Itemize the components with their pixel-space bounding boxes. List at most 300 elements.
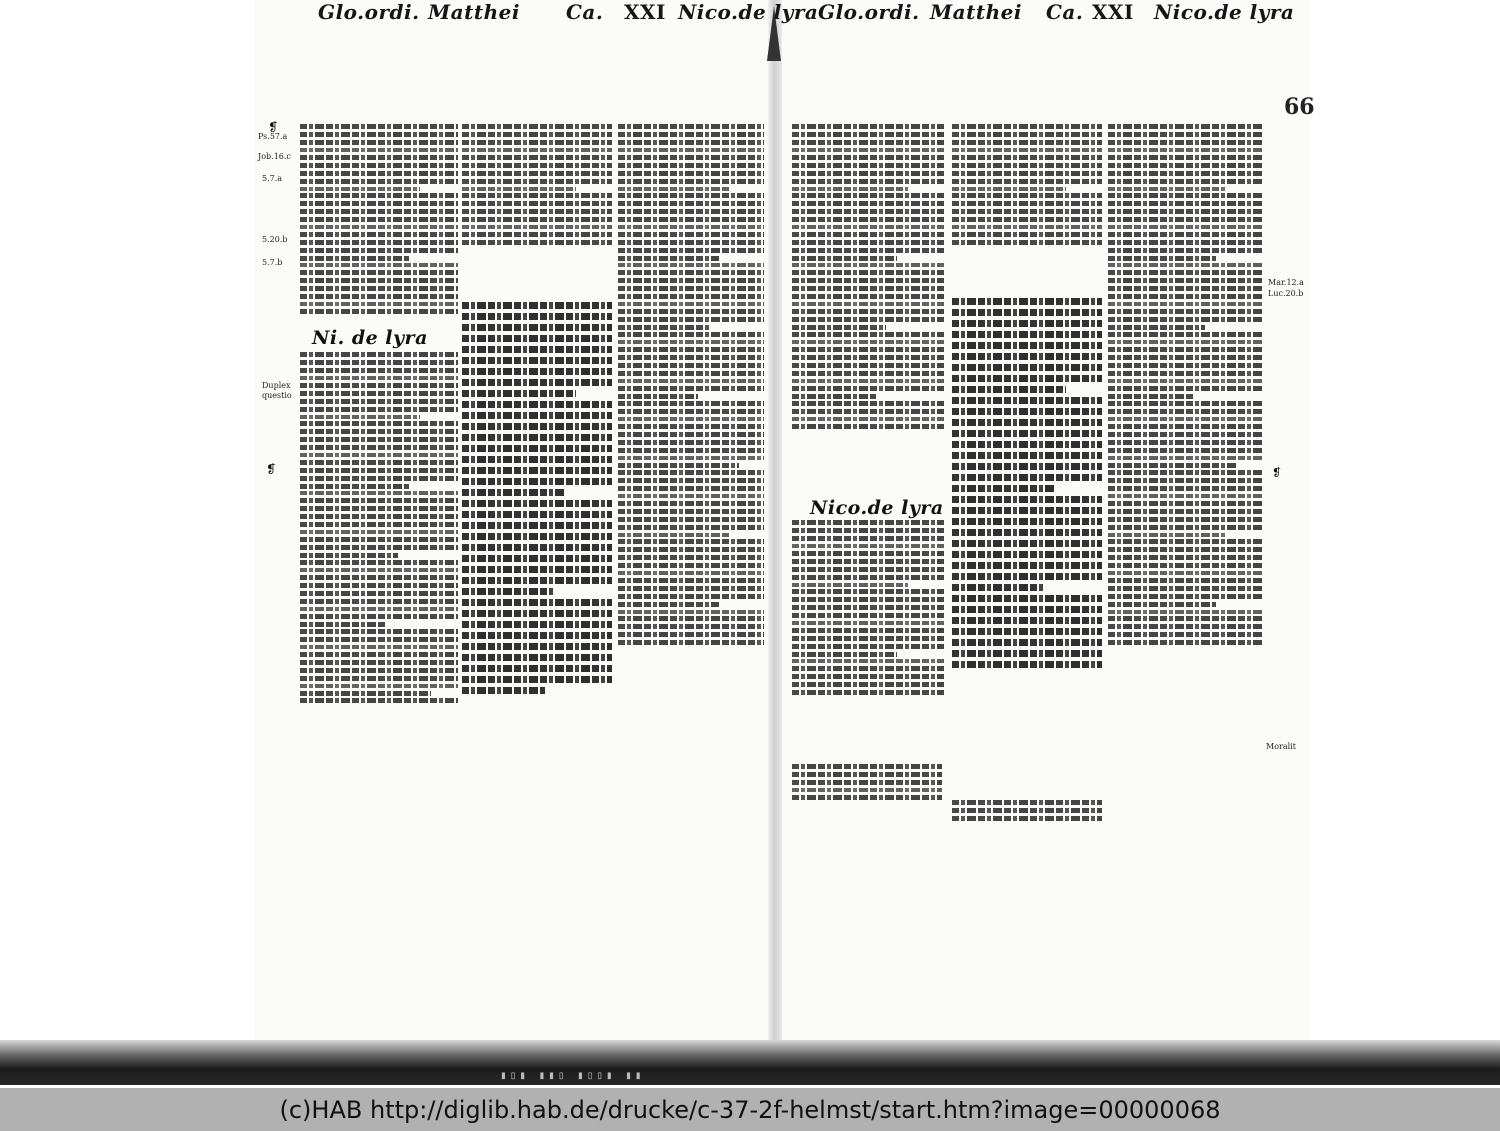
text-line xyxy=(462,357,612,364)
right-head-commentator: Nico.de lyra xyxy=(1154,0,1295,24)
text-line xyxy=(462,445,612,452)
text-line xyxy=(618,256,719,261)
text-line xyxy=(952,540,1102,547)
text-block xyxy=(300,124,458,313)
text-line xyxy=(300,684,458,688)
text-line xyxy=(618,517,764,522)
text-line xyxy=(952,808,1102,813)
text-line xyxy=(462,240,612,245)
right-lyra-column-end xyxy=(792,762,942,822)
text-line xyxy=(462,171,612,176)
text-line xyxy=(1108,124,1264,129)
text-block xyxy=(952,124,1102,244)
text-line xyxy=(462,209,612,214)
text-line xyxy=(462,179,612,184)
text-line xyxy=(300,148,458,152)
right-head-book: Matthei xyxy=(930,0,1022,24)
text-line xyxy=(618,294,764,299)
text-line xyxy=(462,610,612,617)
text-line xyxy=(462,555,612,562)
text-line xyxy=(618,424,764,429)
text-line xyxy=(1108,270,1264,275)
text-line xyxy=(300,140,458,145)
text-line xyxy=(1108,179,1264,184)
text-line xyxy=(300,522,458,527)
text-line xyxy=(952,606,1102,613)
text-line xyxy=(1108,486,1264,491)
text-line xyxy=(618,624,764,629)
text-block xyxy=(300,352,458,703)
text-line xyxy=(792,682,944,687)
text-line xyxy=(618,302,764,306)
text-line xyxy=(952,551,1102,558)
text-line xyxy=(618,525,764,530)
margin-note: 5.20.b xyxy=(262,235,288,244)
text-line xyxy=(462,335,612,342)
text-line xyxy=(1108,602,1216,607)
text-line xyxy=(462,566,612,573)
text-line xyxy=(618,347,764,352)
text-line xyxy=(952,179,1102,184)
text-line xyxy=(792,551,944,556)
text-line xyxy=(462,155,612,160)
text-line xyxy=(1108,547,1264,552)
text-line xyxy=(792,386,944,391)
text-line xyxy=(618,209,764,214)
text-line xyxy=(792,217,944,222)
text-line xyxy=(952,309,1102,316)
text-line xyxy=(952,375,1102,382)
text-line xyxy=(792,379,944,383)
text-line xyxy=(952,148,1102,152)
text-line xyxy=(618,309,764,314)
text-line xyxy=(462,654,612,661)
text-line xyxy=(1108,371,1264,376)
text-line xyxy=(952,628,1102,635)
text-line xyxy=(1108,509,1264,514)
text-line xyxy=(792,240,944,245)
text-line xyxy=(1108,578,1264,583)
text-line xyxy=(792,248,944,253)
attribution-footer xyxy=(0,1088,1500,1131)
text-line xyxy=(1108,632,1264,637)
text-line xyxy=(792,332,944,337)
text-line xyxy=(952,452,1102,459)
text-line xyxy=(300,209,458,214)
text-line xyxy=(300,668,458,673)
text-line xyxy=(952,650,1102,657)
text-line xyxy=(792,270,944,275)
text-line xyxy=(618,463,739,468)
text-line xyxy=(952,496,1102,503)
text-line xyxy=(952,171,1102,176)
text-line xyxy=(1108,332,1264,337)
text-line xyxy=(792,340,944,344)
text-line xyxy=(300,629,458,634)
text-line xyxy=(952,419,1102,426)
text-line xyxy=(300,155,458,160)
text-line xyxy=(618,586,764,591)
text-line xyxy=(618,486,764,491)
left-section-heading: Ni. de lyra xyxy=(312,327,428,349)
text-line xyxy=(300,645,458,649)
text-line xyxy=(952,353,1102,360)
text-line xyxy=(792,424,944,429)
text-line xyxy=(792,589,944,594)
text-line xyxy=(300,270,458,275)
left-head-commentator: Nico.de lyra xyxy=(678,0,819,24)
text-line xyxy=(1108,355,1264,360)
text-line xyxy=(792,148,944,152)
text-line xyxy=(300,376,458,380)
text-line xyxy=(462,346,612,353)
text-line xyxy=(1108,470,1264,475)
text-line xyxy=(300,217,458,222)
text-line xyxy=(1108,533,1227,537)
text-line xyxy=(462,217,612,222)
text-line xyxy=(462,665,612,672)
text-line xyxy=(300,391,458,396)
text-line xyxy=(618,179,764,184)
text-line xyxy=(1108,555,1264,560)
text-line xyxy=(1108,424,1264,429)
left-head-book: Matthei xyxy=(428,0,520,24)
text-line xyxy=(618,632,764,637)
text-line xyxy=(300,491,458,495)
text-line xyxy=(792,286,944,291)
text-line xyxy=(618,187,729,191)
text-line xyxy=(618,616,764,621)
text-block xyxy=(618,124,764,645)
text-line xyxy=(618,148,764,152)
text-line xyxy=(1108,140,1264,145)
text-line xyxy=(952,124,1102,129)
text-line xyxy=(1108,155,1264,160)
text-line xyxy=(1108,263,1264,267)
text-line xyxy=(300,514,458,519)
text-line xyxy=(462,201,612,206)
text-line xyxy=(462,124,612,129)
text-line xyxy=(618,547,764,552)
text-line xyxy=(952,397,1102,404)
text-line xyxy=(618,571,764,575)
text-line xyxy=(618,470,764,475)
text-line xyxy=(300,460,458,465)
text-line xyxy=(1108,386,1264,391)
text-line xyxy=(300,553,398,558)
text-line xyxy=(1108,409,1264,414)
text-line xyxy=(300,309,458,314)
text-line xyxy=(952,342,1102,349)
text-line xyxy=(462,401,612,408)
text-line xyxy=(1108,187,1227,191)
text-line xyxy=(1108,432,1264,437)
text-line xyxy=(300,530,458,534)
left-head-chapter: Ca. xyxy=(566,0,604,24)
text-line xyxy=(792,278,944,283)
text-line xyxy=(952,209,1102,214)
text-line xyxy=(792,772,942,777)
text-line xyxy=(300,421,458,426)
text-line xyxy=(300,407,458,412)
right-lyra-column xyxy=(792,518,944,758)
footer-url-text: (c)HAB http://diglib.hab.de/drucke/c-37-2f-helmst/start.htm?image=00000068 xyxy=(279,1095,1221,1124)
text-line xyxy=(952,217,1102,222)
text-line xyxy=(618,533,729,537)
text-line xyxy=(618,171,764,176)
text-line xyxy=(462,676,612,683)
text-line xyxy=(462,632,612,639)
text-line xyxy=(952,518,1102,525)
text-line xyxy=(1108,448,1264,453)
text-line xyxy=(792,559,944,564)
text-line xyxy=(792,263,944,267)
text-line xyxy=(618,501,764,506)
margin-note: Duplex questio xyxy=(262,381,292,400)
text-line xyxy=(792,225,944,229)
text-line xyxy=(300,193,458,198)
text-line xyxy=(1108,225,1264,229)
left-head-chapter-number: XXI xyxy=(624,0,666,24)
text-line xyxy=(618,193,764,198)
text-line xyxy=(952,474,1102,481)
text-line xyxy=(300,583,458,588)
margin-note: 5.7.b xyxy=(262,258,283,267)
text-line xyxy=(952,193,1102,198)
text-line xyxy=(618,248,764,253)
right-gloss-column-mid xyxy=(952,122,1102,290)
text-line xyxy=(792,317,944,322)
text-line xyxy=(952,430,1102,437)
text-line xyxy=(952,485,1056,492)
text-line xyxy=(952,201,1102,206)
text-line xyxy=(300,698,458,703)
text-line xyxy=(1108,232,1264,237)
text-line xyxy=(300,179,458,184)
text-line xyxy=(952,225,1102,229)
text-line xyxy=(300,225,458,229)
text-line xyxy=(952,240,1102,245)
text-line xyxy=(1108,456,1264,460)
text-line xyxy=(952,529,1102,536)
text-line xyxy=(952,562,1102,569)
text-line xyxy=(1108,594,1264,599)
text-line xyxy=(462,456,612,463)
text-block xyxy=(462,302,612,694)
text-line xyxy=(300,637,458,642)
text-line xyxy=(1108,256,1216,261)
text-line xyxy=(1108,201,1264,206)
text-line xyxy=(792,621,944,625)
text-line xyxy=(1108,463,1237,468)
text-line xyxy=(300,302,458,306)
left-gloss-column-right xyxy=(618,122,764,830)
text-line xyxy=(300,201,458,206)
text-line xyxy=(618,640,764,645)
text-line xyxy=(952,408,1102,415)
paragraph-mark: ❡ xyxy=(268,120,279,134)
text-line xyxy=(618,155,764,160)
text-line xyxy=(300,545,458,550)
text-block xyxy=(952,800,1102,821)
margin-note: Mar.12.a xyxy=(1268,278,1304,287)
left-lyra-column xyxy=(300,350,458,830)
text-line xyxy=(300,415,420,419)
text-line xyxy=(1108,317,1264,322)
text-line xyxy=(1108,440,1264,445)
text-line xyxy=(952,320,1102,327)
text-line xyxy=(952,507,1102,514)
text-line xyxy=(792,256,897,261)
text-line xyxy=(792,644,944,649)
text-line xyxy=(618,610,764,614)
text-line xyxy=(792,132,944,137)
text-line xyxy=(1108,624,1264,629)
text-line xyxy=(618,124,764,129)
text-line xyxy=(618,602,719,607)
text-line xyxy=(952,386,1066,393)
text-line xyxy=(300,476,458,481)
text-line xyxy=(1108,209,1264,214)
text-line xyxy=(462,478,612,485)
text-line xyxy=(462,544,612,551)
text-line xyxy=(300,368,458,373)
text-line xyxy=(1108,240,1264,245)
text-line xyxy=(462,148,612,152)
text-line xyxy=(300,660,458,665)
text-line xyxy=(300,676,458,681)
paragraph-mark: ❡ xyxy=(1272,466,1282,479)
text-line xyxy=(300,171,458,176)
text-line xyxy=(462,324,612,331)
text-line xyxy=(1108,501,1264,506)
text-line xyxy=(462,511,612,518)
text-line xyxy=(1108,517,1264,522)
mirrored-stamp-graphic: ▮▯▮ ▮▮▯ ▮▯▯▮ ▮▮ xyxy=(500,1070,645,1083)
text-line xyxy=(792,171,944,176)
text-line xyxy=(462,412,612,419)
text-line xyxy=(300,286,458,291)
text-line xyxy=(792,394,876,399)
text-line xyxy=(300,607,458,611)
text-line xyxy=(462,390,576,397)
text-line xyxy=(1108,563,1264,568)
text-block xyxy=(792,520,944,695)
text-line xyxy=(792,325,886,330)
text-line xyxy=(952,298,1102,305)
text-line xyxy=(618,417,764,421)
text-line xyxy=(792,528,944,533)
text-line xyxy=(792,417,944,421)
text-line xyxy=(462,489,566,496)
text-line xyxy=(792,179,944,184)
text-line xyxy=(1108,163,1264,168)
left-scripture-column xyxy=(462,298,612,832)
text-line xyxy=(952,800,1102,805)
text-line xyxy=(792,209,944,214)
text-line xyxy=(792,294,944,299)
text-line xyxy=(1108,217,1264,222)
text-line xyxy=(952,187,1066,191)
text-line xyxy=(618,163,764,168)
text-line xyxy=(618,539,764,544)
margin-note: Moralit xyxy=(1266,742,1296,751)
left-head-gloss: Glo.ordi. xyxy=(318,0,420,24)
scan-edge-shadow xyxy=(0,1040,1500,1085)
text-line xyxy=(1108,640,1264,645)
text-line xyxy=(952,331,1102,338)
text-line xyxy=(462,588,555,595)
text-line xyxy=(1108,401,1264,406)
text-line xyxy=(300,575,458,580)
text-line xyxy=(1108,363,1264,368)
text-line xyxy=(792,636,944,641)
text-line xyxy=(792,232,944,237)
text-line xyxy=(300,240,458,245)
text-line xyxy=(1108,286,1264,291)
text-line xyxy=(618,578,764,583)
text-line xyxy=(792,309,944,314)
text-line xyxy=(300,256,409,261)
text-line xyxy=(300,614,458,619)
text-line xyxy=(618,456,764,460)
text-line xyxy=(618,325,709,330)
text-line xyxy=(952,441,1102,448)
text-line xyxy=(792,575,944,580)
text-line xyxy=(792,401,944,406)
text-line xyxy=(792,652,897,657)
text-line xyxy=(1108,309,1264,314)
text-line xyxy=(618,278,764,283)
text-line xyxy=(1108,379,1264,383)
text-line xyxy=(300,652,458,657)
text-line xyxy=(792,347,944,352)
text-line xyxy=(300,560,458,565)
text-line xyxy=(792,302,944,306)
text-line xyxy=(792,788,942,792)
text-line xyxy=(618,371,764,376)
text-line xyxy=(462,423,612,430)
text-line xyxy=(1108,132,1264,137)
text-line xyxy=(618,332,764,337)
text-line xyxy=(462,379,612,386)
text-line xyxy=(618,240,764,245)
text-line xyxy=(792,674,944,679)
text-line xyxy=(618,263,764,267)
right-gloss-column-foot xyxy=(952,798,1102,832)
text-line xyxy=(300,383,458,388)
text-line xyxy=(792,597,944,602)
text-line xyxy=(792,544,944,548)
text-line xyxy=(952,463,1102,470)
text-line xyxy=(792,140,944,145)
text-line xyxy=(618,401,764,406)
text-line xyxy=(1108,610,1264,614)
text-line xyxy=(792,163,944,168)
text-line xyxy=(462,132,612,137)
text-line xyxy=(1108,248,1264,253)
text-line xyxy=(618,317,764,322)
text-line xyxy=(300,294,458,299)
text-line xyxy=(462,225,612,229)
text-line xyxy=(618,201,764,206)
text-line xyxy=(462,163,612,168)
text-line xyxy=(792,520,944,525)
text-line xyxy=(952,573,1102,580)
text-line xyxy=(618,286,764,291)
text-line xyxy=(300,360,458,365)
text-line xyxy=(792,628,944,633)
